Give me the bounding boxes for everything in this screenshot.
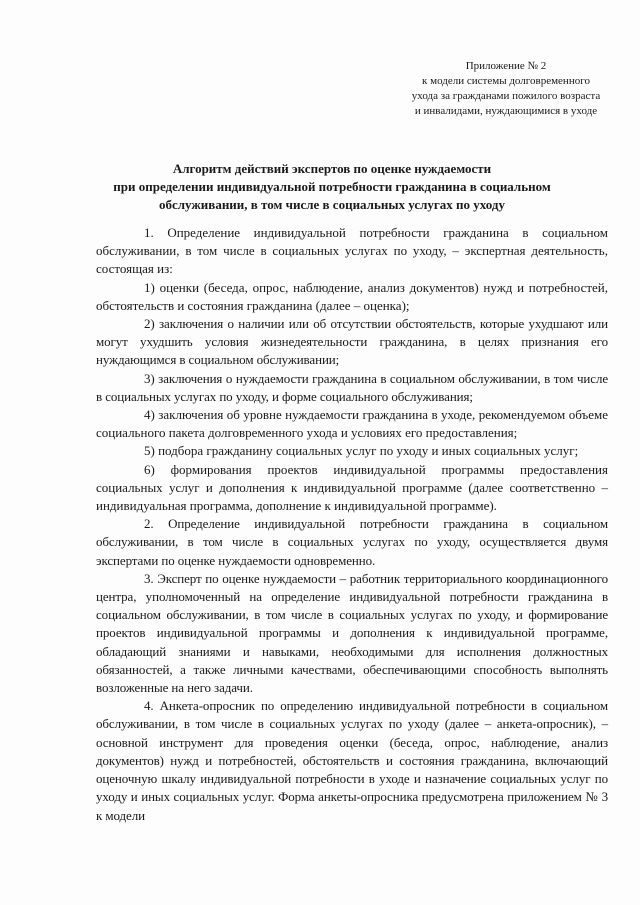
appendix-line: ухода за гражданами пожилого возраста [411,90,601,102]
paragraph-1-item-2: 2) заключения о наличии или об отсутствии обстоятельств, которые ухудшают или могут ухудшить условия жизнедеятельности гражданина, в целях признания его нуждающимся в социальном обслуживании; [96,316,608,368]
paragraph-1-item-3: 3) заключения о нуждаемости гражданина в социальном обслуживании, в том числе в социальных услугах по уходу, и форме социального обслуживания; [96,370,608,404]
appendix-line: и инвалидами, нуждающимися в уходе [414,105,598,117]
appendix-number: Приложение № 2 [465,60,547,72]
document-title [112,160,552,214]
title-line: при определении индивидуальной потребности гражданина в социальном [113,179,551,194]
title-line: обслуживании, в том числе в социальных услугах по уходу [158,197,505,212]
paragraph-4: 4. Анкета-опросник по определению индивидуальной потребности в социальном обслуживании, в том числе в социальных услугах по уходу (далее – анкета-опросник), – основной инструмент для проведения оценки (беседа, опрос, наблюдение, анализ документов) нужд и потребностей, обстоятельств и состояния гражданина, включающий оценочную шкалу индивидуальной потребности в уходе и назначение социальных услуг по уходу и иных социальных услуг. Форма анкеты-опросника предусмотрена приложением № 3 к модели [96,698,608,823]
paragraph-1: 1. Определение индивидуальной потребности гражданина в социальном обслуживании, в том числе в социальных услугах по уходу, – экспертная деятельность, состоящая из: [96,225,608,277]
appendix-header [396,59,616,119]
paragraph-1-item-4: 4) заключения об уровне нуждаемости гражданина в уходе, рекомендуемом объеме социального пакета долговременного ухода и условиях его предоставления; [96,407,608,441]
paragraph-3: 3. Эксперт по оценке нуждаемости – работник территориального координационного центра, уполномоченный на определение индивидуальной потребности гражданина в социальном обслуживании, в том числе в социальных услугах по уходу, и формирование проектов индивидуальной программы и дополнения к индивидуальной программе, обладающий знаниями и навыками, необходимыми для исполнения должностных обязанностей, а также личными качествами, обеспечивающими способность выполнять возложенные на него задачи. [96,570,608,696]
paragraph-1-item-1: 1) оценки (беседа, опрос, наблюдение, анализ документов) нужд и потребностей, обстоятельств и состояния гражданина (далее – оценка); [96,279,608,313]
paragraph-1-item-6: 6) формирования проектов индивидуальной программы предоставления социальных услуг и дополнения к индивидуальной программе (далее соответственно – индивидуальная программа, дополнение к индивидуальной программе). [96,461,608,514]
appendix-line: к модели системы долговременного [422,75,590,87]
title-line: Алгоритм действий экспертов по оценке нуждаемости [172,161,492,176]
paragraph-1-item-5: 5) подбора гражданину социальных услуг по уходу и иных социальных услуг; [144,443,579,459]
document-body [96,224,608,825]
paragraph-2: 2. Определение индивидуальной потребности гражданина в социальном обслуживании, в том числе в социальных услугах по уходу, осуществляется двумя экспертами по оценке нуждаемости одновременно. [96,516,608,568]
